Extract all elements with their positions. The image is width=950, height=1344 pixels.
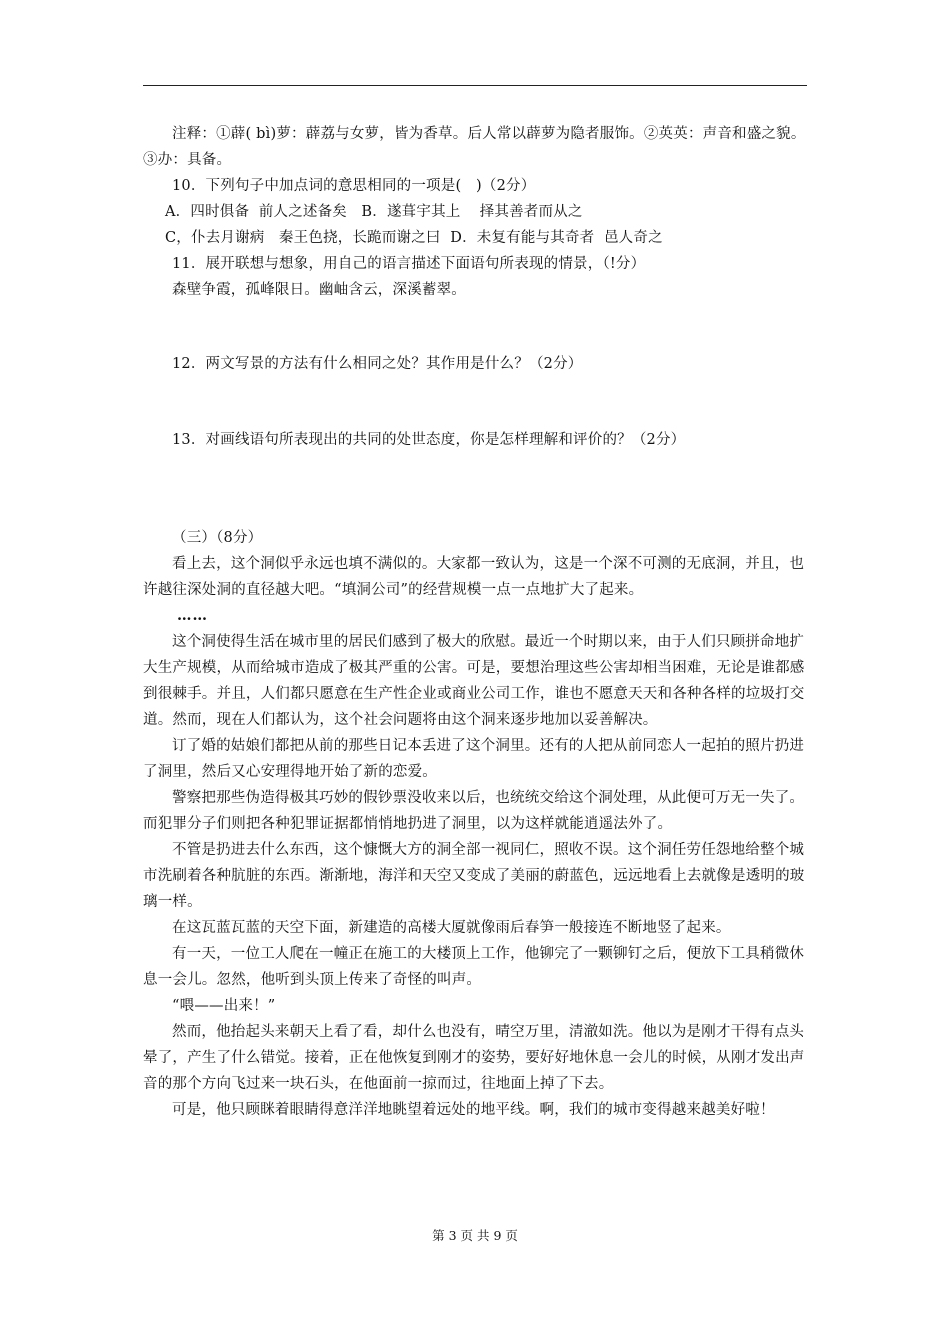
passage-paragraph: 可是，他只顾眯着眼睛得意洋洋地眺望着远处的地平线。啊，我们的城市变得越来越美好啦！ — [172, 1102, 775, 1118]
question-13: 13．对画线语句所表现出的共同的处世态度，你是怎样理解和评价的？（2分） — [172, 432, 686, 448]
section-3-heading: （三）（8分） — [172, 530, 263, 546]
answer-space — [143, 453, 811, 525]
passage-paragraph: 警察把那些伪造得极其巧妙的假钞票没收来以后，也统统交给这个洞处理，从此便可万无一失了。而犯罪分子们则把各种犯罪证据都悄悄地扔进了洞里，以为这样就能逍遥法外了。 — [143, 790, 805, 832]
page-content — [143, 121, 811, 1123]
passage-paragraph: 这个洞使得生活在城市里的居民们感到了极大的欣慰。最近一个时期以来，由于人们只顾拼命地扩大生产规模，从而给城市造成了极其严重的公害。可是，要想治理这些公害却相当困难，无论是谁都感到很棘手。并且，人们都只愿意在生产性企业或商业公司工作，谁也不愿意天天和各种各样的垃圾打交道。然而，现在人们都认为，这个社会问题将由这个洞来逐步地加以妥善解决。 — [143, 634, 805, 728]
passage-paragraph: 有一天，一位工人爬在一幢正在施工的大楼顶上工作，他铆完了一颗铆钉之后，便放下工具稍微休息一会儿。忽然，他听到头顶上传来了奇怪的叫声。 — [143, 946, 805, 988]
passage-paragraph: 看上去，这个洞似乎永远也填不满似的。大家都一致认为，这是一个深不可测的无底洞，并且，也许越往深处洞的直径越大吧。“填洞公司”的经营规模一点一点地扩大了起来。 — [143, 556, 805, 598]
answer-space — [143, 303, 811, 351]
passage-paragraph: 然而，他抬起头来朝天上看了看，却什么也没有，晴空万里，清澈如洗。他以为是刚才干得有点头晕了，产生了什么错觉。接着，正在他恢复到刚才的姿势，要好好地休息一会儿的时候，从刚才发出声音的那个方向飞过来一块石头，在他面前一掠而过，往地面上掉了下去。 — [143, 1024, 805, 1092]
question-10-options-2: C，仆去月谢病 秦王色挠，长跪而谢之曰 D．未复有能与其奇者 邑人奇之 — [165, 230, 663, 246]
question-10-options-1: A．四时俱备 前人之述备矣 B．遂葺宇其上 择其善者而从之 — [165, 204, 583, 220]
annotation: 注释：①薜( bì)萝：薜荔与女萝，皆为香草。后人常以薜萝为隐者服饰。②英英：声音和盛之貌。③办：具备。 — [143, 126, 806, 168]
passage-paragraph: 在这瓦蓝瓦蓝的天空下面，新建造的高楼大厦就像雨后春笋一般接连不断地竖了起来。 — [172, 920, 731, 936]
passage-paragraph: 订了婚的姑娘们都把从前的那些日记本丢进了这个洞里。还有的人把从前同恋人一起拍的照片扔进了洞里，然后又心安理得地开始了新的恋爱。 — [143, 738, 805, 780]
passage-dialogue: “喂——出来！” — [172, 998, 276, 1014]
answer-space — [143, 377, 811, 427]
question-12: 12．两文写景的方法有什么相同之处？其作用是什么？（2分） — [172, 356, 583, 372]
header-rule — [143, 85, 807, 86]
question-11-quote: 森壁争霞，孤峰限日。幽岫含云，深溪蓄翠。 — [172, 282, 466, 298]
page-number: 第 3 页 共 9 页 — [432, 1228, 518, 1243]
question-11-stem: 11．展开联想与想象，用自己的语言描述下面语句所表现的情景，（!分） — [172, 256, 646, 272]
question-10-stem: 10．下列句子中加点词的意思相同的一项是( )（2分） — [172, 178, 536, 194]
passage-ellipsis: …… — [177, 607, 208, 624]
passage-paragraph: 不管是扔进去什么东西，这个慷慨大方的洞全部一视同仁，照收不误。这个洞任劳任怨地给整个城市洗刷着各种肮脏的东西。渐渐地，海洋和天空又变成了美丽的蔚蓝色，远远地看上去就像是透明的玻璃一样。 — [143, 842, 805, 910]
